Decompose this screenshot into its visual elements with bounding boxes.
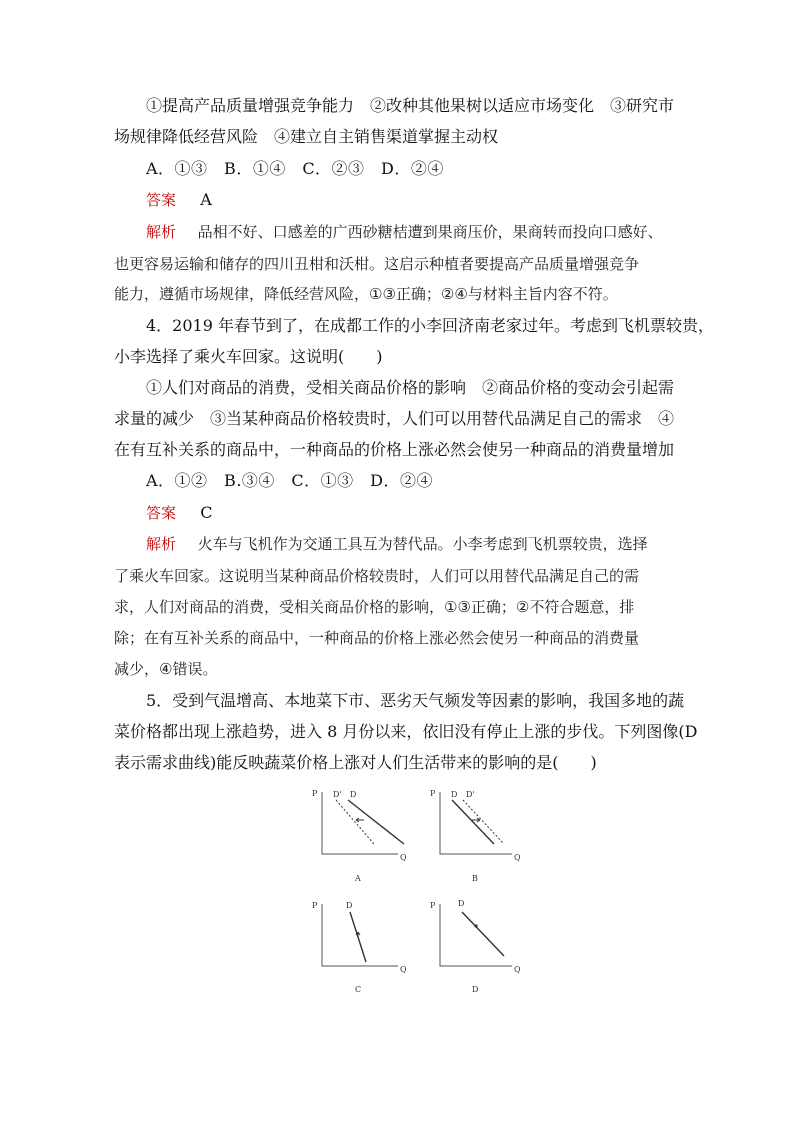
figure-a-curve-d (348, 800, 404, 844)
q4-stem-line1: 4．2019 年春节到了，在成都工作的小李回济南老家过年。考虑到飞机票较贵， (146, 316, 714, 335)
q4-analysis-line4: 除；在有互补关系的商品中，一种商品的价格上涨必然会使另一种商品的消费量 (114, 629, 640, 647)
figure-a-curve-d-prime (336, 800, 374, 844)
q5-stem-line1: 5．受到气温增高、本地菜下市、恶劣天气频发等因素的影响，我国多地的蔬 (146, 691, 685, 710)
q4-analysis-line1 (146, 533, 686, 555)
figure-a-d-prime-label: D' (333, 790, 342, 799)
answer-value: C (200, 503, 213, 522)
analysis-label: 解析 (146, 223, 177, 241)
figure-a-caption: A (355, 874, 361, 883)
q3-analysis-line2: 也更容易运输和储存的四川丑柑和沃柑。这启示种植者要提高产品质量增强竞争 (114, 255, 640, 273)
q4-stem-line2: 小李选择了乘火车回家。这说明( ) (114, 347, 383, 366)
figure-d-point-icon (474, 924, 477, 927)
figure-d-q-label: Q (514, 965, 521, 974)
q3-choices: A．①③ B．①④ C．②③ D．②④ (146, 159, 444, 178)
q4-analysis-line5: 减少，④错误。 (114, 660, 218, 678)
figure-d-curve-d (462, 912, 504, 956)
answer-label: 答案 (146, 504, 177, 522)
figure-a (312, 789, 407, 883)
figure-d (430, 899, 521, 994)
figure-b-caption: B (472, 874, 478, 883)
figure-b-d-prime-label: D' (466, 790, 475, 799)
figure-b-q-label: Q (514, 853, 521, 862)
answer-label: 答案 (146, 191, 177, 209)
q3-options-line2: 场规律降低经营风险 ④建立自主销售渠道掌握主动权 (114, 127, 499, 146)
figure-c-d-label: D (346, 901, 353, 910)
figure-a-q-label: Q (400, 853, 407, 862)
q4-choices: A．①② B.③④ C．①③ D．②④ (146, 471, 433, 490)
analysis-label: 解析 (146, 535, 177, 553)
q3-answer (146, 189, 686, 211)
figure-d-p-label: P (430, 901, 436, 910)
figure-a-p-label: P (312, 789, 318, 798)
figure-b-curve-d (452, 800, 494, 844)
demand-curve-figures (300, 782, 540, 1002)
figure-d-caption: D (472, 985, 479, 994)
figure-b-curve-d-prime (463, 800, 504, 844)
figure-b (430, 789, 521, 883)
q4-options-line2: 求量的减少 ③当某种商品价格较贵时，人们可以用替代品满足自己的需求 ④ (114, 409, 675, 428)
q4-analysis-line2: 了乘火车回家。这说明当某种商品价格较贵时，人们可以用替代品满足自己的需 (114, 567, 640, 585)
analysis-text: 火车与飞机作为交通工具互为替代品。小李考虑到飞机票较贵，选择 (197, 535, 648, 553)
figure-a-d-label: D (350, 790, 357, 799)
figure-b-d-label: D (451, 790, 458, 799)
figure-c-caption: C (355, 985, 362, 994)
analysis-text: 品相不好、口感差的广西砂糖桔遭到果商压价，果商转而投向口感好、 (197, 223, 663, 241)
q5-stem-line3: 表示需求曲线)能反映蔬菜价格上涨对人们生活带来的影响的是( ) (114, 753, 597, 772)
figure-a-arrow-icon (356, 818, 364, 822)
q4-analysis-line3: 求，人们对商品的消费，受相关商品价格的影响，①③正确；②不符合题意，排 (114, 598, 635, 616)
q5-stem-line2: 菜价格都出现上涨趋势，进入 8 月份以来，依旧没有停止上涨的步伐。下列图像(D (114, 722, 698, 741)
figure-c (312, 901, 407, 994)
figure-b-p-label: P (430, 789, 436, 798)
q3-analysis-line1 (146, 221, 686, 243)
q3-options-line1: ①提高产品质量增强竞争能力 ②改种其他果树以适应市场变化 ③研究市 (146, 96, 675, 115)
figures-svg (300, 782, 540, 1002)
figure-a-axes (322, 792, 398, 854)
q4-answer (146, 502, 686, 524)
q3-analysis-line3: 能力，遵循市场规律，降低经营风险，①③正确；②④与材料主旨内容不符。 (114, 285, 618, 303)
figure-c-q-label: Q (400, 965, 407, 974)
figure-d-axes (440, 904, 512, 966)
q4-options-line1: ①人们对商品的消费，受相关商品价格的影响 ②商品价格的变动会引起需 (146, 378, 675, 397)
figure-b-axes (440, 792, 512, 854)
figure-d-d-label: D (458, 899, 465, 908)
q4-options-line3: 在有互补关系的商品中，一种商品的价格上涨必然会使另一种商品的消费量增加 (114, 440, 675, 459)
figure-c-p-label: P (312, 901, 318, 910)
answer-value: A (200, 190, 212, 209)
